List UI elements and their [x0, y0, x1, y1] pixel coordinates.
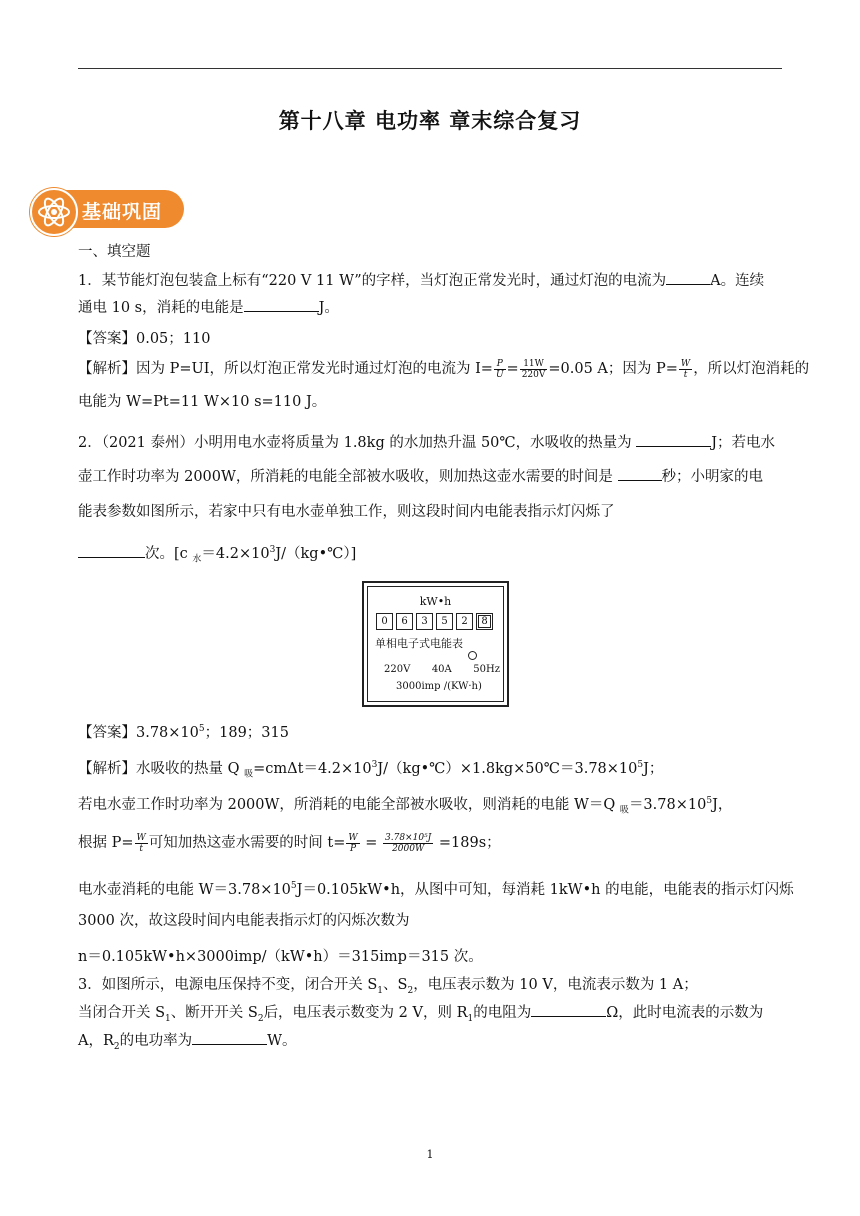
explanation-label: 【解析】 — [78, 760, 136, 777]
meter-digit-decimal: 8 — [476, 613, 493, 630]
fraction-numerator: P — [494, 359, 506, 370]
q2-explanation-line6: n＝0.105kW•h×3000imp/（kW•h）＝315imp＝315 次。 — [78, 949, 483, 965]
explanation-text: =0.05 A；因为 P= — [548, 361, 678, 377]
superscript: 5 — [290, 881, 297, 891]
q1-blank-2[interactable] — [244, 297, 319, 312]
explanation-text: ＝3.78×10 — [628, 796, 707, 813]
q1-answer: 【答案】0.05；110 — [78, 331, 211, 347]
indicator-light-icon — [468, 651, 477, 660]
subscript: 2 — [407, 985, 414, 996]
q2-explanation-line5: 3000 次，故这段时间内电能表指示灯的闪烁次数为 — [78, 913, 410, 929]
q2-answer — [78, 718, 784, 744]
q1-text: A。连续 — [710, 273, 765, 289]
subscript: 水 — [192, 554, 202, 565]
q2-blank-1[interactable] — [636, 432, 711, 447]
q2-line1 — [78, 432, 784, 454]
q3-line2 — [78, 1002, 784, 1030]
subscript: 1 — [467, 1013, 474, 1024]
superscript: 5 — [637, 760, 644, 770]
q2-explanation-line2 — [78, 790, 784, 822]
equals-sign: = — [506, 361, 519, 377]
explanation-text: J； — [643, 760, 664, 777]
meter-imp: 3000imp /(KW·h) — [396, 681, 482, 692]
meter-digits — [376, 613, 496, 630]
superscript: 3 — [371, 760, 378, 770]
formula-fraction — [520, 359, 548, 380]
explanation-text: =189s； — [434, 835, 501, 851]
q3-text: 的电功率为 — [119, 1033, 193, 1049]
energy-meter-figure — [362, 581, 509, 707]
explanation-text: =cmΔt＝4.2×10 — [253, 760, 372, 777]
explanation-text: J， — [712, 796, 733, 813]
section-badge — [30, 188, 185, 233]
meter-unit: kW•h — [419, 595, 452, 608]
q2-explanation-line3 — [78, 832, 784, 854]
explanation-text: 电水壶消耗的电能 W＝3.78×10 — [78, 881, 291, 898]
explanation-text: 水吸收的热量 Q — [136, 760, 245, 777]
q1-explanation — [78, 358, 810, 380]
q3-line3 — [78, 1030, 784, 1058]
q2-blank-2[interactable] — [618, 466, 662, 481]
q1-line1 — [78, 270, 784, 292]
subscript: 1 — [165, 1013, 171, 1024]
q2-text: J；若电水 — [711, 435, 776, 451]
q2-line4 — [78, 539, 784, 571]
subscript: 2 — [257, 1013, 264, 1024]
meter-digit: 6 — [396, 613, 413, 630]
q1-text: 1．某节能灯泡包装盒上标有“220 V 11 W”的字样，当灯泡正常发光时，通过灯泡的电流为 — [78, 273, 667, 289]
q2-text: 2．（2021 泰州）小明用电水壶将质量为 1.8kg 的水加热升温 50℃，水吸收的热量为 — [78, 435, 632, 451]
q3-line1 — [78, 974, 784, 1002]
explanation-text: 根据 P= — [78, 835, 134, 851]
q3-text: Ω，此时电流表的示数为 — [606, 1005, 764, 1021]
meter-name: 单相电子式电能表 — [375, 637, 463, 650]
superscript: 5 — [706, 796, 713, 806]
meter-voltage: 220V — [384, 664, 411, 675]
q3-text: 后，电压表示数变为 2 V，则 R — [263, 1005, 468, 1021]
section-heading: 一、填空题 — [78, 244, 151, 260]
fraction-numerator: W — [136, 832, 146, 843]
fraction-denominator: P — [349, 843, 357, 854]
q3-text: W。 — [267, 1033, 297, 1049]
q2-text: 秒；小明家的电 — [661, 469, 764, 485]
explanation-text: ，所以灯泡消耗的 — [693, 361, 810, 377]
meter-digit: 3 — [416, 613, 433, 630]
meter-digit: 5 — [436, 613, 453, 630]
q1-line2 — [78, 297, 784, 319]
q3-text: 当闭合开关 S — [78, 1005, 166, 1021]
q2-blank-3[interactable] — [78, 543, 145, 558]
fraction-numerator: 11W — [520, 359, 548, 370]
q2-text: 次。[c — [145, 545, 193, 562]
fraction-numerator: 3.78×10⁵J — [385, 832, 432, 843]
superscript: 5 — [198, 724, 205, 734]
q2-text: 壶工作时功率为 2000W，所消耗的电能全部被水吸收，则加热这壶水需要的时间是 — [78, 469, 613, 485]
fraction-numerator: W — [680, 358, 691, 369]
explanation-text: 若电水壶工作时功率为 2000W，所消耗的电能全部被水吸收，则消耗的电能 W＝Q — [78, 796, 620, 813]
fraction-numerator: W — [348, 832, 358, 843]
fraction-denominator: 2000W — [392, 843, 425, 854]
meter-current: 40A — [431, 664, 452, 675]
explanation-text: = — [360, 835, 383, 851]
q3-blank-1[interactable] — [531, 1002, 606, 1017]
answer-text: 【答案】3.78×10 — [78, 724, 199, 741]
q3-text: 、断开开关 S — [170, 1005, 258, 1021]
q3-text: 的电阻为 — [473, 1005, 532, 1021]
q2-line3: 能表参数如图所示，若家中只有电水壶单独工作，则这段时间内电能表指示灯闪烁了 — [78, 504, 615, 520]
q2-text: J/（kg•℃）] — [275, 545, 357, 562]
explanation-label: 【解析】 — [78, 361, 136, 377]
formula-fraction — [135, 833, 148, 854]
page-number: 1 — [426, 1148, 434, 1161]
subscript: 2 — [113, 1041, 120, 1052]
q3-text: 、S — [383, 977, 408, 993]
q3-text: A，R — [78, 1033, 114, 1049]
fraction-denominator: t — [139, 843, 143, 854]
q2-line2 — [78, 466, 784, 488]
fraction-denominator: t — [683, 369, 688, 380]
fraction-denominator: U — [495, 369, 504, 380]
formula-fraction — [679, 359, 692, 380]
formula-fraction — [383, 833, 433, 854]
header-rule — [78, 68, 782, 69]
subscript: 1 — [377, 985, 384, 996]
meter-digit: 0 — [376, 613, 393, 630]
answer-text: ；189；315 — [204, 724, 289, 741]
q3-blank-2[interactable] — [192, 1030, 267, 1045]
subscript: 吸 — [244, 769, 254, 780]
fraction-denominator: 220V — [521, 369, 546, 380]
meter-digit: 2 — [456, 613, 473, 630]
q2-explanation-line1 — [78, 754, 784, 786]
q2-text: ＝4.2×10 — [201, 545, 270, 562]
explanation-text: J/（kg•℃）×1.8kg×50℃＝3.78×10 — [377, 760, 638, 777]
formula-fraction — [494, 359, 506, 380]
meter-specs — [384, 664, 500, 675]
q1-explanation-line2: 电能为 W=Pt=11 W×10 s=110 J。 — [78, 394, 327, 410]
page-title: 第十八章 电功率 章末综合复习 — [278, 109, 582, 133]
q2-explanation-line4 — [78, 875, 794, 901]
badge-label: 基础巩固 — [82, 201, 163, 223]
formula-fraction — [346, 833, 359, 854]
subscript: 吸 — [619, 805, 629, 816]
explanation-text: 因为 P=UI，所以灯泡正常发光时通过灯泡的电流为 I= — [136, 361, 493, 377]
q3-text: 3．如图所示，电源电压保持不变，闭合开关 S — [78, 977, 378, 993]
superscript: 3 — [269, 545, 276, 555]
q1-blank-1[interactable] — [666, 270, 710, 285]
q1-text: 通电 10 s，消耗的电能是 — [78, 300, 244, 316]
q1-text: J。 — [318, 300, 339, 316]
q3-text: ，电压表示数为 10 V，电流表示数为 1 A； — [413, 977, 698, 993]
explanation-text: J＝0.105kW•h，从图中可知，每消耗 1kW•h 的电能，电能表的指示灯闪烁 — [296, 881, 794, 898]
explanation-text: 可知加热这壶水需要的时间 t= — [148, 835, 346, 851]
meter-frequency: 50Hz — [473, 664, 500, 675]
atom-icon — [30, 188, 78, 236]
